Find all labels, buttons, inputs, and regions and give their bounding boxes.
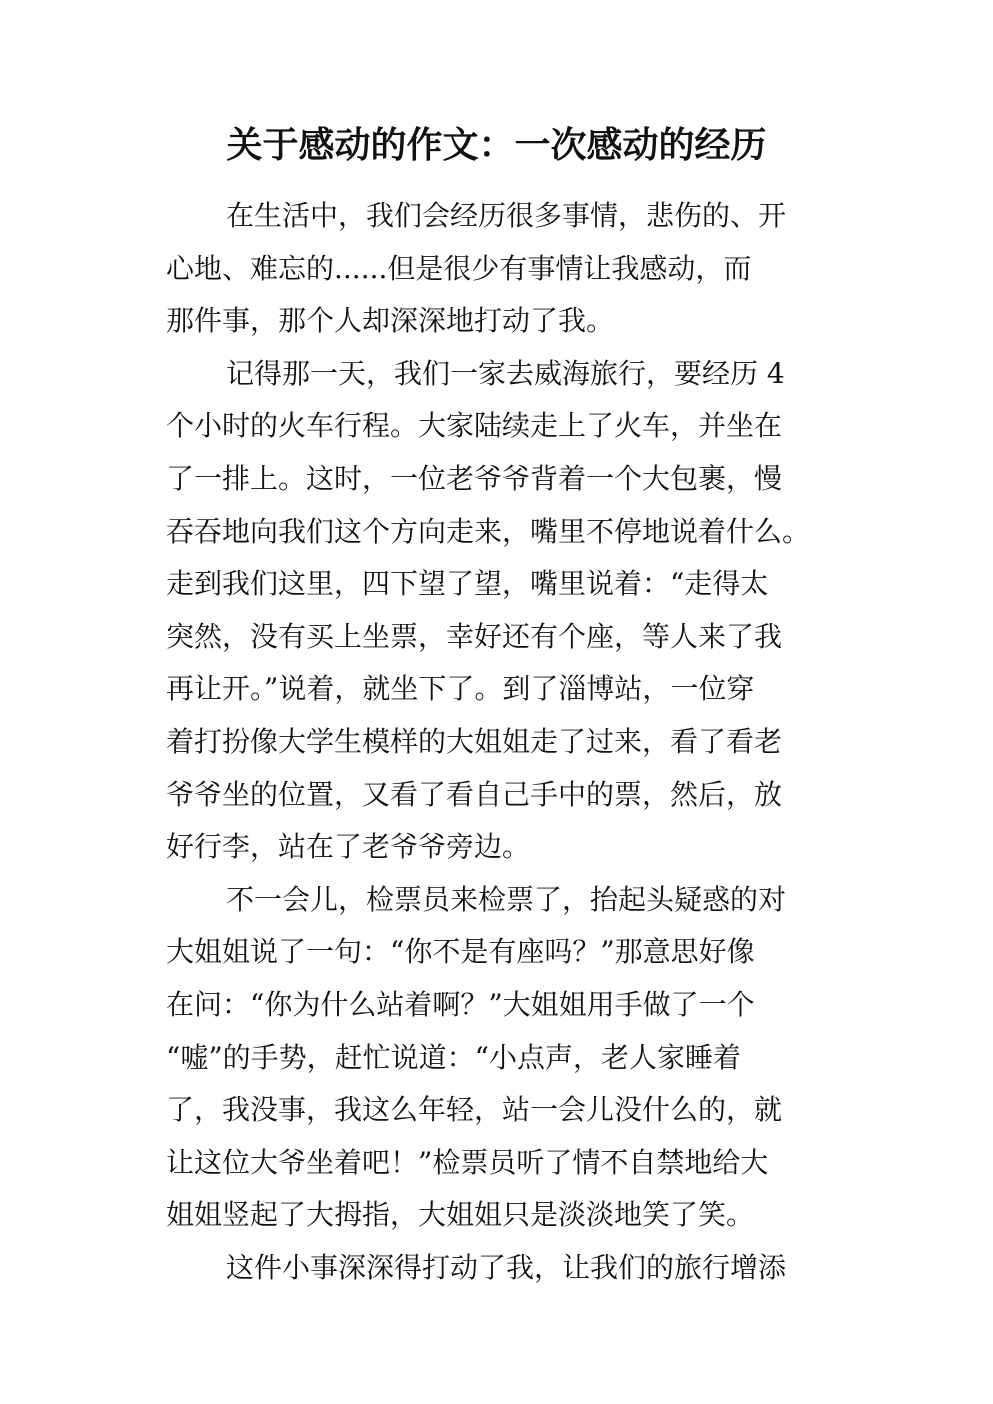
paragraph-2-line-4: 吞吞地向我们这个方向走来，嘴里不停地说着什么。 bbox=[166, 514, 811, 548]
paragraph-2-line-9: 爷爷坐的位置，又看了看自己手中的票，然后，放 bbox=[166, 777, 783, 811]
paragraph-3-line-7: 姐姐竖起了大拇指，大姐姐只是淡淡地笑了笑。 bbox=[166, 1198, 755, 1232]
paragraph-2-line-8: 着打扮像大学生模样的大姐姐走了过来，看了看老 bbox=[166, 724, 783, 758]
paragraph-3-line-1: 不一会儿，检票员来检票了，抬起头疑惑的对 bbox=[226, 882, 787, 916]
paragraph-2-line-10: 好行李，站在了老爷爷旁边。 bbox=[166, 830, 531, 864]
paragraph-3-line-4: “嘘”的手势，赶忙说道：“小点声，老人家睡着 bbox=[166, 1040, 741, 1074]
paragraph-2-line-2: 个小时的火车行程。大家陆续走上了火车，并坐在 bbox=[166, 409, 783, 443]
paragraph-3-line-3: 在问：“你为什么站着啊？”大姐姐用手做了一个 bbox=[166, 987, 755, 1021]
paragraph-2-line-1: 记得那一天，我们一家去威海旅行，要经历 4 bbox=[226, 356, 785, 390]
essay-body bbox=[166, 190, 846, 1294]
paragraph-4-line-1: 这件小事深深得打动了我，让我们的旅行增添 bbox=[226, 1250, 787, 1284]
paragraph-3-line-5: 了，我没事，我这么年轻，站一会儿没什么的，就 bbox=[166, 1093, 783, 1127]
paragraph-3-line-2: 大姐姐说了一句：“你不是有座吗？”那意思好像 bbox=[166, 935, 755, 969]
paragraph-2-line-6: 突然，没有买上坐票，幸好还有个座，等人来了我 bbox=[166, 619, 783, 653]
paragraph-2-line-3: 了一排上。这时，一位老爷爷背着一个大包裹，慢 bbox=[166, 461, 783, 495]
paragraph-3-line-6: 让这位大爷坐着吧！”检票员听了情不自禁地给大 bbox=[166, 1145, 769, 1179]
document-title: 关于感动的作文：一次感动的经历 bbox=[226, 125, 767, 166]
paragraph-2-line-5: 走到我们这里，四下望了望，嘴里说着：“走得太 bbox=[166, 567, 769, 601]
paragraph-1-line-1: 在生活中，我们会经历很多事情，悲伤的、开 bbox=[226, 199, 787, 232]
paragraph-1-line-2: 心地、难忘的......但是很少有事情让我感动，而 bbox=[166, 251, 752, 285]
paragraph-1-line-3: 那件事，那个人却深深地打动了我。 bbox=[166, 304, 615, 338]
paragraph-2-line-7: 再让开。”说着，就坐下了。到了淄博站，一位穿 bbox=[166, 672, 755, 706]
